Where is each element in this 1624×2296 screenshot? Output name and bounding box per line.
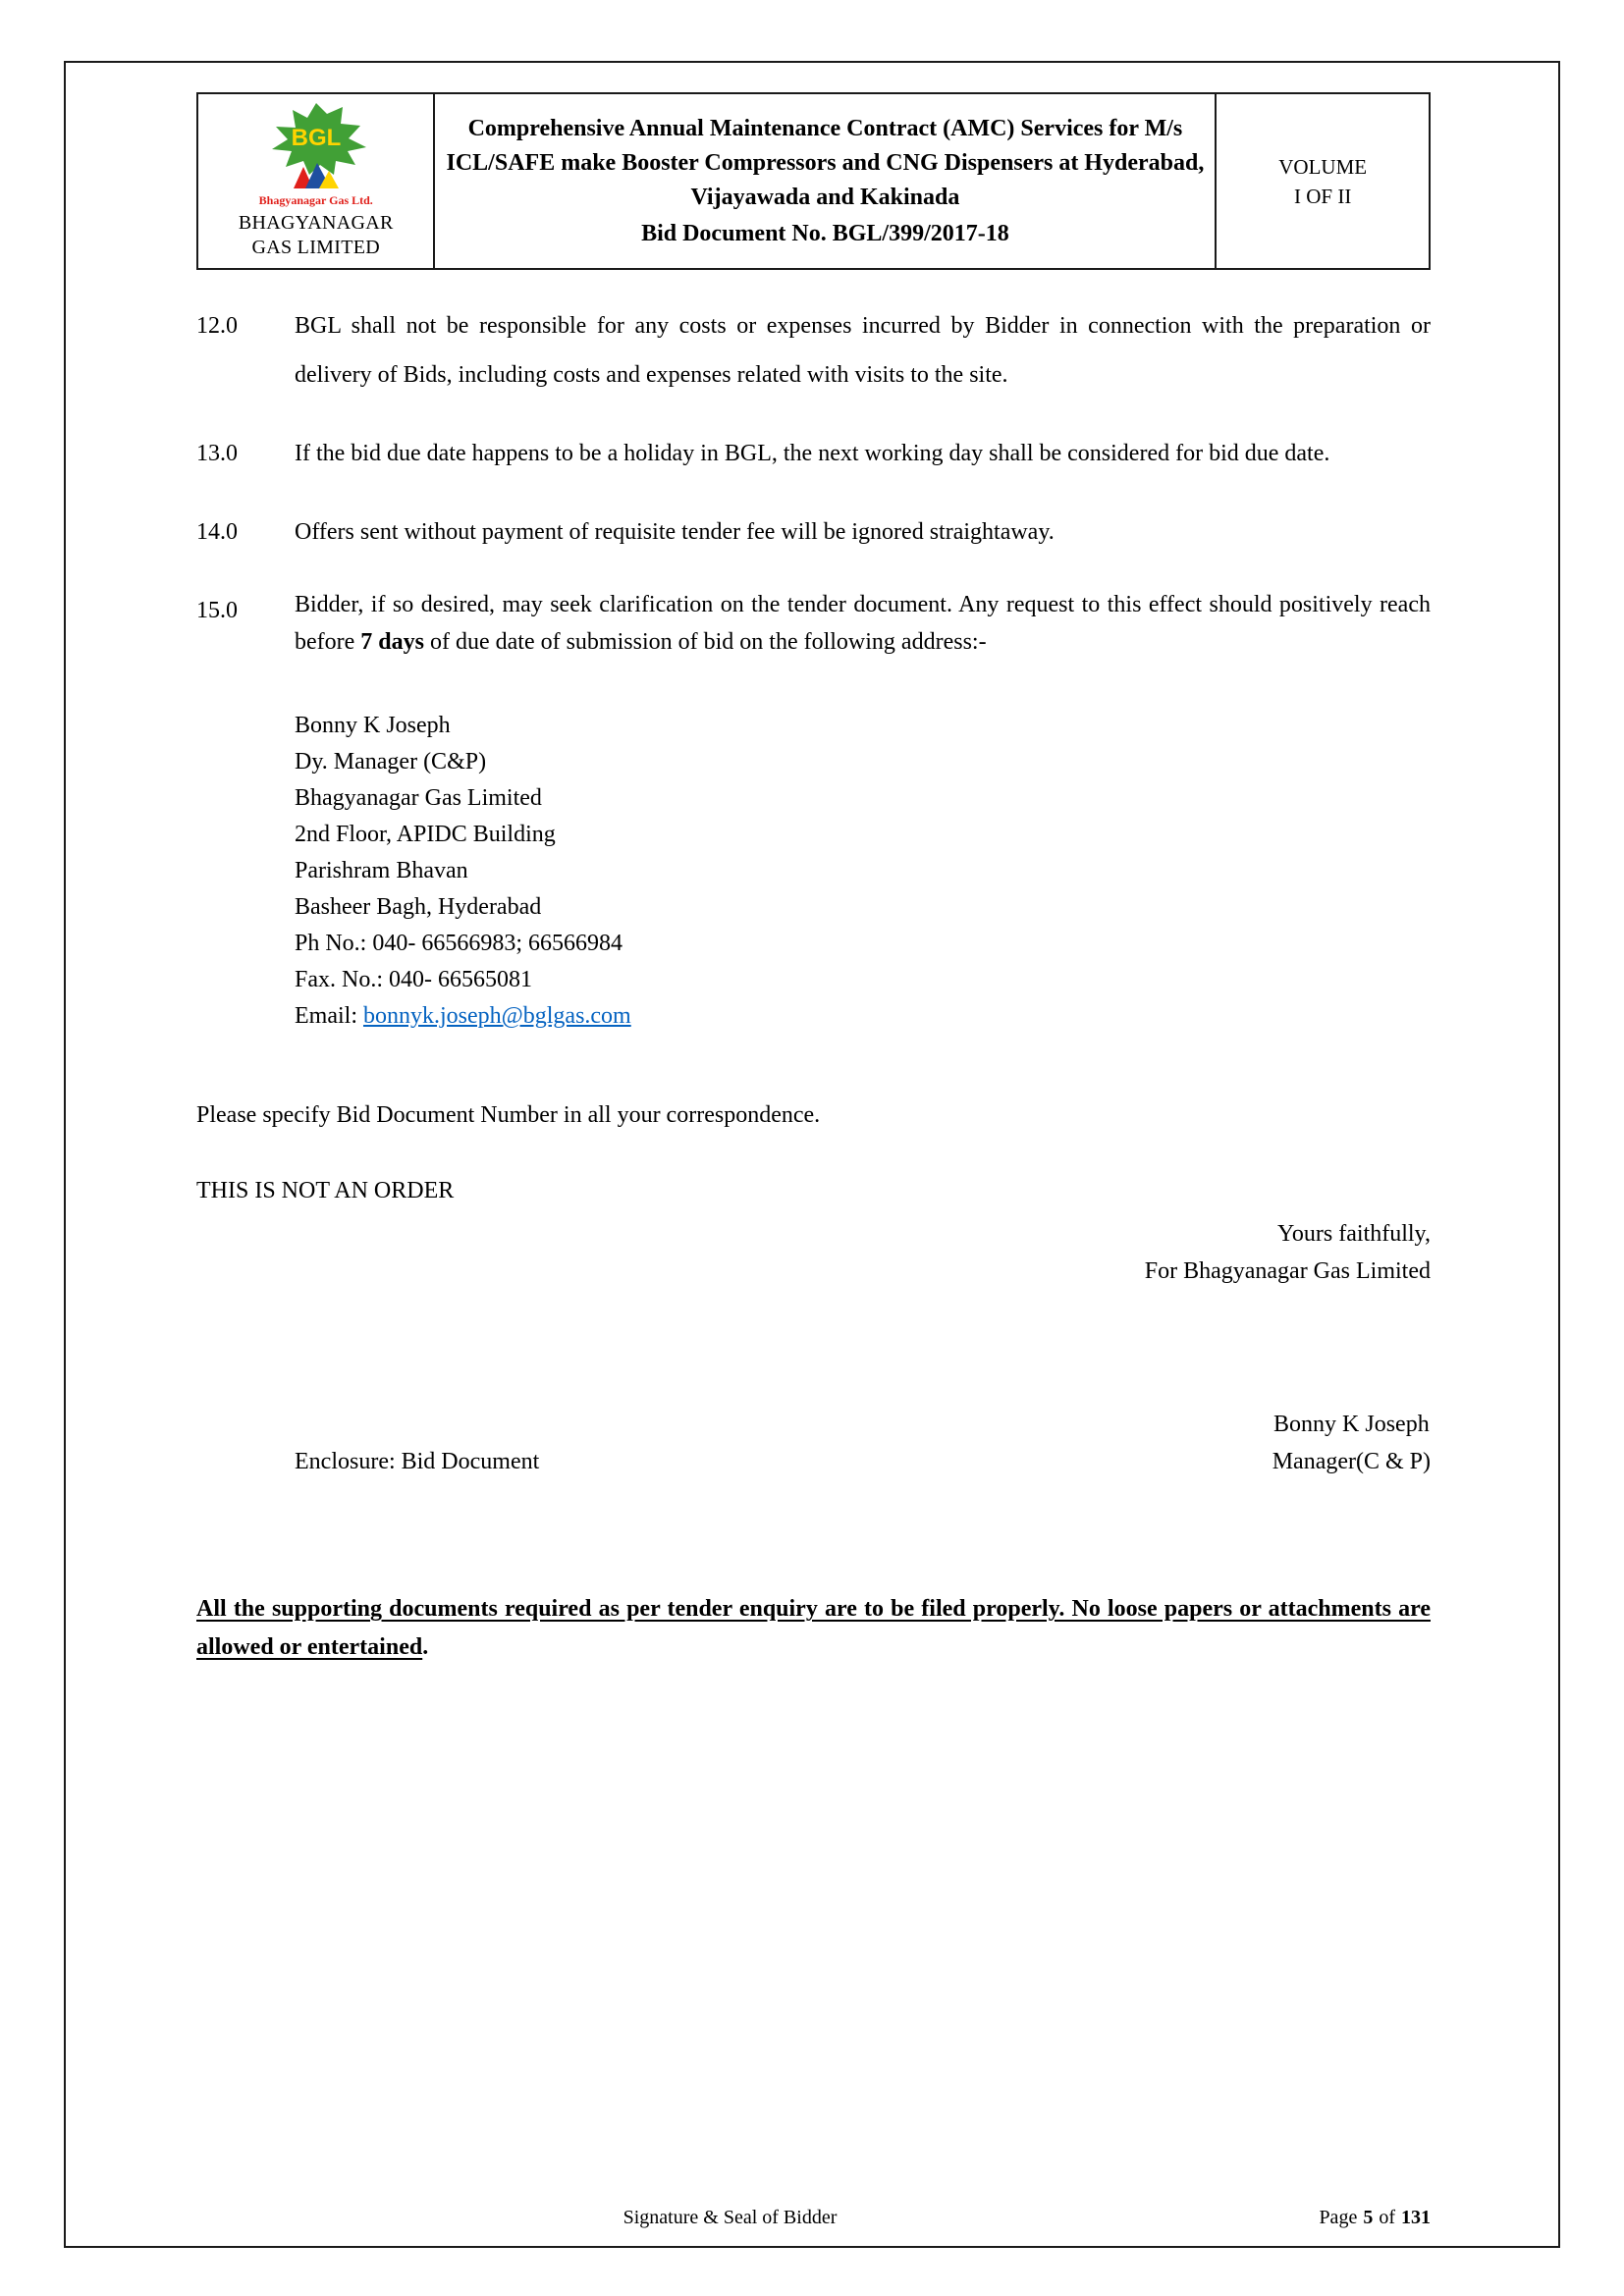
page-border-frame [64,61,1560,2248]
clauses-section [196,301,1431,690]
signatory-block [1272,1406,1431,1480]
clause-15-text-post: of due date of submission of bid on the following address:- [423,629,987,655]
clause-15-number: 15.0 [196,598,238,623]
signatory-title: Manager(C & P) [1272,1449,1431,1474]
address-line-fax: Fax. No.: 040- 66565081 [295,967,532,992]
company-name-line1: BHAGYANAGAR [238,212,394,234]
svg-text:BGL: BGL [291,125,342,151]
contact-address-block [295,708,1431,1035]
clause-13 [196,429,1431,478]
document-title: Comprehensive Annual Maintenance Contract (AMC) Services for M/s ICL/SAFE make Booster Compressors and CNG Dispensers at Hyderabad, Vijayawada and Kakinada [446,115,1205,210]
clause-15-text [295,586,1431,661]
clause-12 [196,301,1431,400]
clause-15 [196,586,1431,661]
supporting-documents-note [196,1590,1431,1667]
clause-14-number: 14.0 [196,519,238,545]
clause-13-number: 13.0 [196,441,238,466]
clause-12-number: 12.0 [196,313,238,339]
header-table [196,92,1431,270]
document-title-cell [434,93,1216,269]
logo-caption: Bhagyanagar Gas Ltd. [258,193,373,207]
company-name [208,211,423,260]
current-page-number: 5 [1363,2207,1374,2228]
volume-cell [1216,93,1430,269]
email-link[interactable]: bonnyk.joseph@bglgas.com [362,1003,631,1029]
company-name-line2: GAS LIMITED [251,237,380,258]
clause-14-text: Offers sent without payment of requisite tender fee will be ignored straightaway. [295,519,1055,545]
clause-13-text: If the bid due date happens to be a holiday in BGL, the next working day shall be considered for bid due date. [295,441,1330,466]
clause-14 [196,507,1431,557]
address-line-building: Parishram Bhavan [295,858,468,883]
signatory-name: Bonny K Joseph [1273,1412,1430,1437]
closing-block [196,1215,1431,1290]
address-line-city: Basheer Bagh, Hyderabad [295,894,542,920]
enclosure-text: Enclosure: Bid Document [295,1449,540,1474]
page-number-indicator [1319,2205,1431,2230]
address-line-name: Bonny K Joseph [295,713,451,738]
logo-cell [197,93,434,269]
closing-line2: For Bhagyanagar Gas Limited [1144,1258,1431,1284]
clause-15-text-bold: 7 days [360,629,424,655]
signature-row [196,1406,1431,1480]
page-word: Page [1319,2207,1358,2228]
company-logo-icon [258,102,374,192]
address-line-email [295,998,1431,1035]
supporting-documents-note-underlined: All the supporting documents required as per tender enquiry are to be filed properly. No loose papers or attachments are allowed or entertained [196,1596,1431,1660]
clause-12-text: BGL shall not be responsible for any costs or expenses incurred by Bidder in connection with the preparation or delivery of Bids, including costs and expenses related with visits to the site. [295,313,1431,388]
not-an-order-text: THIS IS NOT AN ORDER [196,1178,455,1203]
address-line-designation: Dy. Manager (C&P) [295,749,487,774]
page-footer [196,2205,1431,2230]
closing-line1: Yours faithfully, [1276,1221,1431,1247]
clause-15-text-pre: Bidder, if so desired, may seek clarification on the tender document. Any request to this effect should positively reach before [295,592,1431,655]
address-line-company: Bhagyanagar Gas Limited [295,785,542,811]
of-word: of [1379,2207,1395,2228]
signature-seal-label: Signature & Seal of Bidder [623,2207,838,2228]
volume-line2: I OF II [1294,184,1352,208]
correspondence-note: Please specify Bid Document Number in all your correspondence. [196,1102,821,1128]
supporting-documents-note-tail: . [422,1634,429,1660]
volume-line1: VOLUME [1278,154,1368,179]
total-page-number: 131 [1401,2207,1431,2228]
address-line-floor: 2nd Floor, APIDC Building [295,822,556,847]
bid-document-number: Bid Document No. BGL/399/2017-18 [641,220,1009,246]
email-label: Email: [295,1003,363,1029]
address-line-phone: Ph No.: 040- 66566983; 66566984 [295,931,623,956]
